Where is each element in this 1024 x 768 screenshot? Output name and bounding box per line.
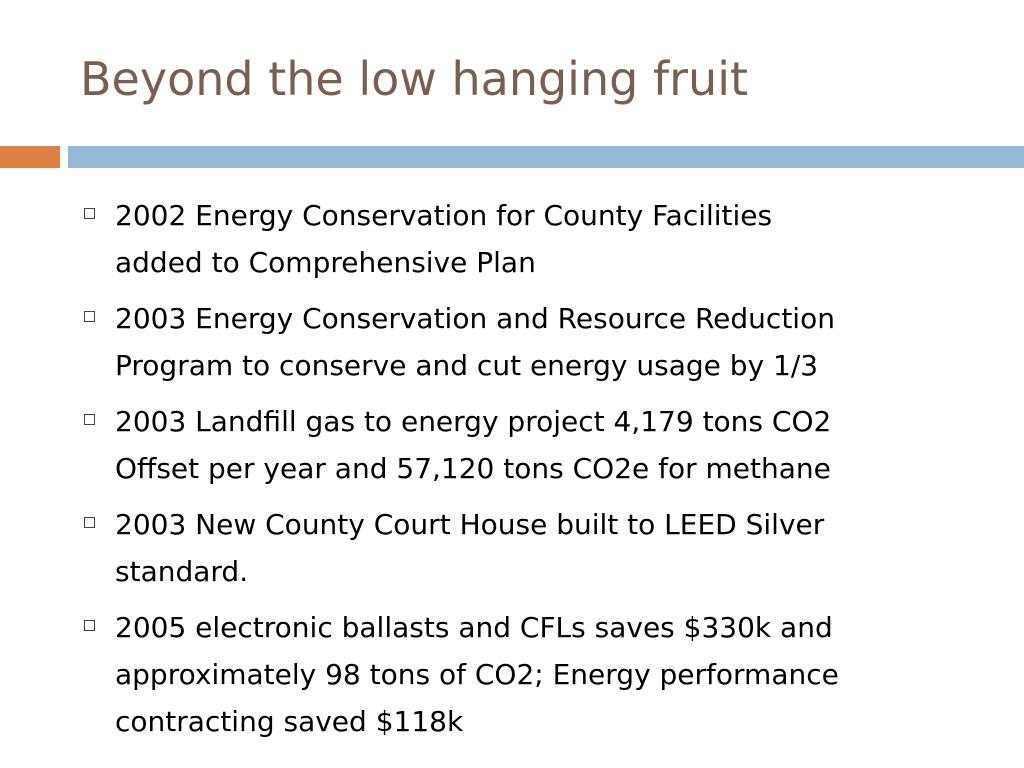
bullet-text [115, 501, 984, 595]
bullet-item [84, 398, 984, 492]
hollow-square-bullet-icon [84, 208, 95, 219]
slide-title: Beyond the low hanging fruit [80, 52, 749, 106]
bullet-line: 2005 electronic ballasts and CFLs saves $330k and [115, 611, 833, 644]
bullet-text [115, 192, 984, 286]
bullet-item [84, 501, 984, 595]
bullet-line: Offset per year and 57,120 tons CO2e for methane [115, 452, 831, 485]
bullet-line: contracting saved $118k [115, 705, 464, 738]
bullet-line: standard. [115, 555, 249, 588]
bullet-text [115, 398, 984, 492]
accent-bar-blue [68, 146, 1024, 168]
bullet-text [115, 604, 984, 745]
hollow-square-bullet-icon [84, 620, 95, 631]
bullet-line: approximately 98 tons of CO2; Energy performance [115, 658, 839, 691]
bullet-line: 2003 New County Court House built to LEED Silver [115, 508, 825, 541]
bullet-list [84, 192, 984, 754]
bullet-line: added to Comprehensive Plan [115, 246, 536, 279]
bullet-line: Program to conserve and cut energy usage by 1/3 [115, 349, 819, 382]
bullet-line: 2003 Landfill gas to energy project 4,179 tons CO2 [115, 405, 832, 438]
hollow-square-bullet-icon [84, 517, 95, 528]
hollow-square-bullet-icon [84, 311, 95, 322]
bullet-item [84, 192, 984, 286]
bullet-line: 2003 Energy Conservation and Resource Reduction [115, 302, 835, 335]
accent-bar-orange [0, 146, 60, 168]
bullet-text [115, 295, 984, 389]
bullet-item [84, 295, 984, 389]
bullet-line: 2002 Energy Conservation for County Facilities [115, 199, 773, 232]
hollow-square-bullet-icon [84, 414, 95, 425]
bullet-item [84, 604, 984, 745]
